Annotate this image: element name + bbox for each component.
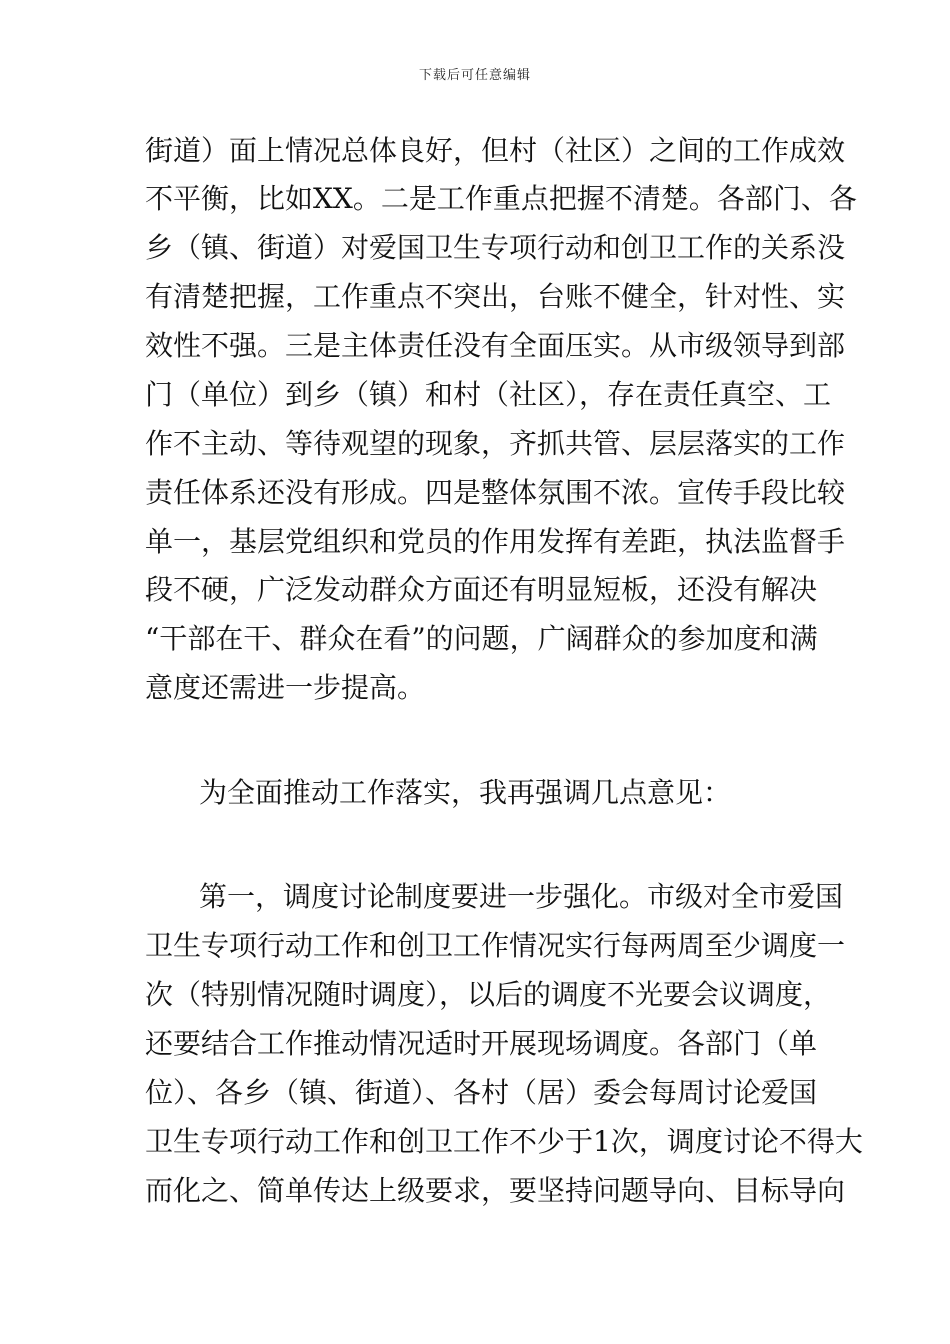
paragraph1-line: 责任体系还没有形成。四是整体氛围不浓。宣传手段比较 bbox=[145, 476, 846, 509]
paragraph3-line: 次（特别情况随时调度），以后的调度不光要会议调度， bbox=[145, 978, 832, 1011]
paragraph1-line: 不平衡，比如XX。二是工作重点把握不清楚。各部门、各 bbox=[145, 182, 857, 215]
paragraph3-line: 还要结合工作推动情况适时开展现场调度。各部门（单 bbox=[145, 1027, 818, 1060]
paragraph3-line: 位）、各乡（镇、街道）、各村（居）委会每周讨论爱国 bbox=[145, 1076, 818, 1109]
paragraph3-line: 卫生专项行动工作和创卫工作情况实行每两周至少调度一 bbox=[145, 929, 846, 962]
paragraph1-line: 作不主动、等待观望的现象，齐抓共管、层层落实的工作 bbox=[145, 427, 846, 460]
paragraph1-line: 街道）面上情况总体良好，但村（社区）之间的工作成效 bbox=[145, 134, 846, 167]
paragraph2-line: 为全面推动工作落实，我再强调几点意见： bbox=[199, 776, 732, 809]
paragraph1-line: 有清楚把握，工作重点不突出，台账不健全，针对性、实 bbox=[145, 280, 846, 313]
paragraph1-line: 单一，基层党组织和党员的作用发挥有差距，执法监督手 bbox=[145, 525, 846, 558]
header-note: 下载后可任意编辑 bbox=[418, 68, 531, 83]
paragraph1-line: 门（单位）到乡（镇）和村（社区），存在责任真空、工 bbox=[145, 378, 832, 411]
paragraph3-line: 而化之、简单传达上级要求，要坚持问题导向、目标导向 bbox=[145, 1174, 846, 1207]
paragraph1-line: 段不硬，广泛发动群众方面还有明显短板，还没有解决 bbox=[145, 573, 818, 606]
paragraph1-line: 乡（镇、街道）对爱国卫生专项行动和创卫工作的关系没 bbox=[145, 231, 846, 264]
paragraph1-line: 意度还需进一步提高。 bbox=[145, 671, 426, 704]
paragraph1-line: “干部在干、群众在看”的问题，广阔群众的参加度和满 bbox=[145, 622, 818, 655]
paragraph3-line: 第一，调度讨论制度要进一步强化。市级对全市爱国 bbox=[199, 880, 844, 913]
paragraph3-line: 卫生专项行动工作和创卫工作不少于1次，调度讨论不得大 bbox=[145, 1125, 863, 1158]
paragraph1-line: 效性不强。三是主体责任没有全面压实。从市级领导到部 bbox=[145, 329, 846, 362]
